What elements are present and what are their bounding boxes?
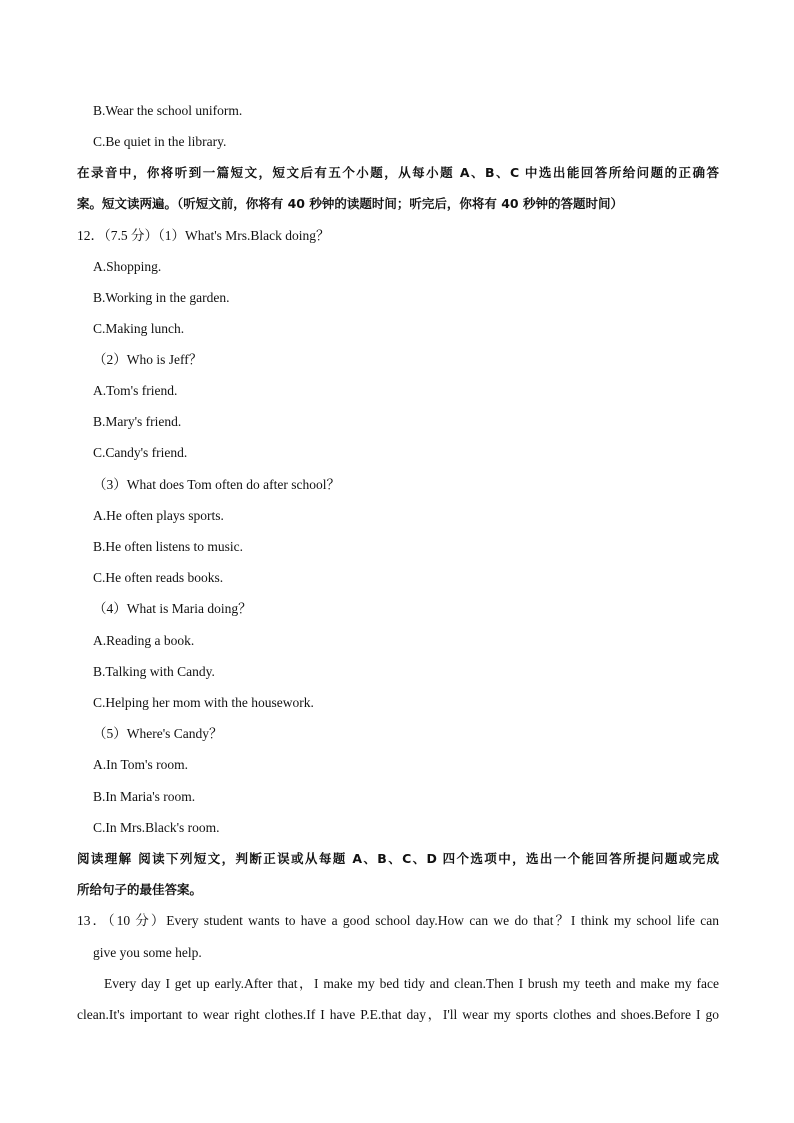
q12-3-option-a: A.He often plays sports. (93, 508, 224, 523)
reading-instructions-line1: 阅读理解 阅读下列短文，判断正误或从每题 A、B、C、D 四个选项中，选出一个能回答所提问题或完成 (77, 851, 719, 866)
q12-1-option-b: B.Working in the garden. (93, 290, 230, 305)
q12-5-option-a: A.In Tom's room. (93, 757, 188, 772)
question-12-header: 12．（7.5 分）（1）What's Mrs.Black doing？ (77, 228, 330, 243)
passage-line2: clean.It's important to wear right clothes.If I have P.E.that day，I'll wear my sports clothes and shoes.Before I go (77, 1007, 719, 1022)
q12-1-option-a: A.Shopping. (93, 259, 162, 274)
q12-1-option-c: C.Making lunch. (93, 321, 185, 336)
q12-5-question: （5）Where's Candy？ (93, 726, 223, 741)
q12-3-option-c: C.He often reads books. (93, 570, 224, 585)
q12-5-option-c: C.In Mrs.Black's room. (93, 820, 220, 835)
q12-5-option-b: B.In Maria's room. (93, 789, 196, 804)
question-13-header: 13．（10 分）Every student wants to have a good school day.How can we do that？I think my school life can (77, 913, 719, 928)
passage-line1: Every day I get up early.After that，I make my bed tidy and clean.Then I brush my teeth and make my face (104, 976, 719, 991)
option-b-uniform: B.Wear the school uniform. (93, 103, 243, 118)
q12-2-option-c: C.Candy's friend. (93, 445, 188, 460)
q12-4-option-b: B.Talking with Candy. (93, 664, 215, 679)
q12-4-option-a: A.Reading a book. (93, 633, 195, 648)
q12-4-option-c: C.Helping her mom with the housework. (93, 695, 314, 710)
listening-instructions-line2: 案。短文读两遍。（听短文前，你将有 40 秒钟的读题时间；听完后，你将有 40 秒钟的答题时间） (77, 196, 623, 211)
option-c-library: C.Be quiet in the library. (93, 134, 227, 149)
q12-3-question: （3）What does Tom often do after school？ (93, 477, 341, 492)
q12-2-option-b: B.Mary's friend. (93, 414, 182, 429)
reading-instructions-line2: 所给句子的最佳答案。 (77, 882, 203, 897)
question-13-header-cont: give you some help. (93, 945, 202, 960)
q12-3-option-b: B.He often listens to music. (93, 539, 243, 554)
q12-2-question: （2）Who is Jeff？ (93, 352, 203, 367)
listening-instructions-line1: 在录音中，你将听到一篇短文，短文后有五个小题，从每小题 A、B、C 中选出能回答所给问题的正确答 (77, 165, 719, 180)
q12-4-question: （4）What is Maria doing？ (93, 601, 252, 616)
q12-2-option-a: A.Tom's friend. (93, 383, 178, 398)
